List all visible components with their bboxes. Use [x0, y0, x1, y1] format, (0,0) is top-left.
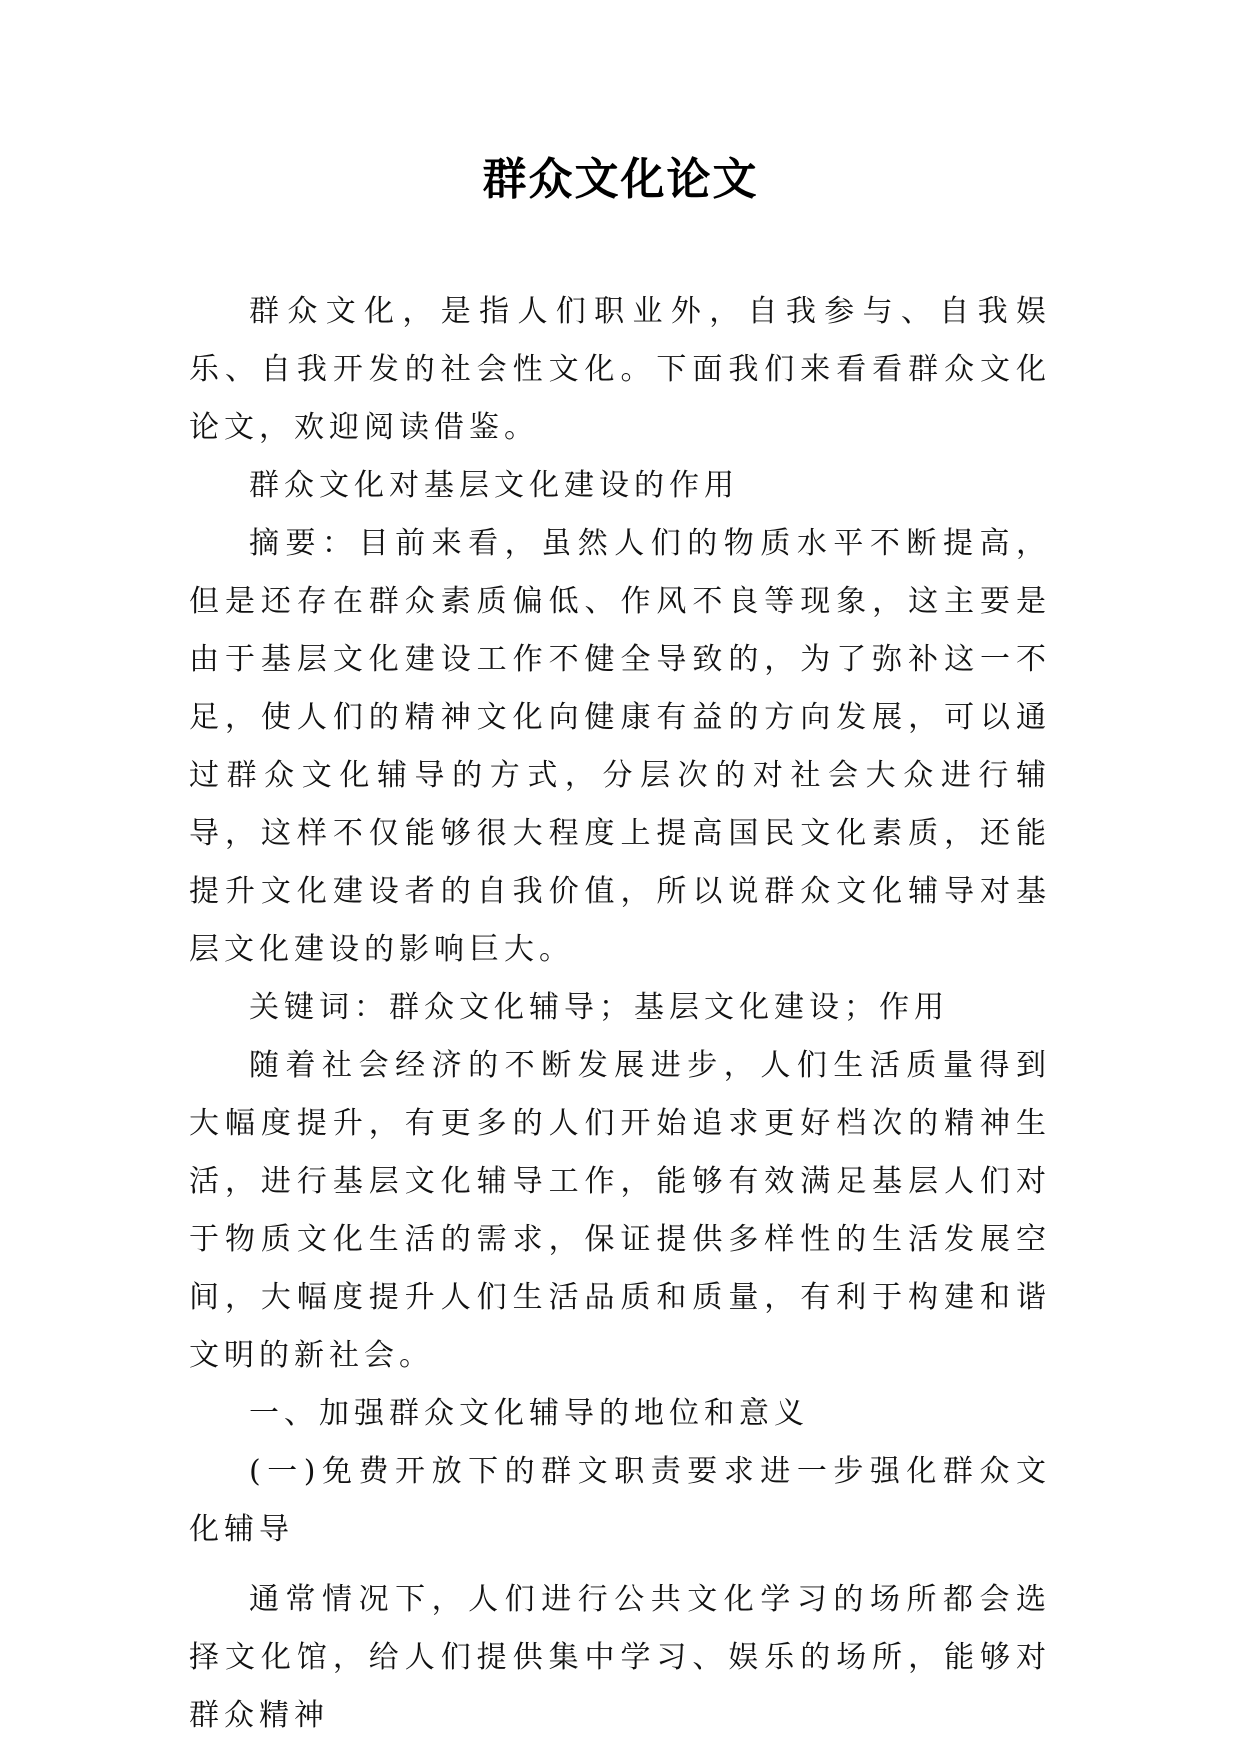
keywords-paragraph: 关键词：群众文化辅导；基层文化建设；作用 — [249, 990, 949, 1025]
intro-paragraph: 群众文化，是指人们职业外，自我参与、自我娱乐、自我开发的社会性文化。下面我们来看看群众文化论文，欢迎阅读借鉴。 — [189, 294, 1051, 445]
document-body — [189, 283, 1051, 1745]
body-paragraph: 通常情况下，人们进行公共文化学习的场所都会选择文化馆，给人们提供集中学习、娱乐的场所，能够对群众精神 — [189, 1582, 1051, 1733]
section-heading: 一、加强群众文化辅导的地位和意义 — [249, 1396, 809, 1431]
article-title-paragraph: 群众文化对基层文化建设的作用 — [249, 468, 739, 503]
subsection-heading: (一)免费开放下的群文职责要求进一步强化群众文化辅导 — [189, 1454, 1051, 1547]
body-paragraph: 随着社会经济的不断发展进步，人们生活质量得到大幅度提升，有更多的人们开始追求更好档次的精神生活，进行基层文化辅导工作，能够有效满足基层人们对于物质文化生活的需求，保证提供多样性的生活发展空间，大幅度提升人们生活品质和质量，有利于构建和谐文明的新社会。 — [189, 1048, 1051, 1373]
abstract-paragraph: 摘要：目前来看，虽然人们的物质水平不断提高，但是还存在群众素质偏低、作风不良等现象，这主要是由于基层文化建设工作不健全导致的，为了弥补这一不足，使人们的精神文化向健康有益的方向发展，可以通过群众文化辅导的方式，分层次的对社会大众进行辅导，这样不仅能够很大程度上提高国民文化素质，还能提升文化建设者的自我价值，所以说群众文化辅导对基层文化建设的影响巨大。 — [189, 526, 1051, 967]
document-title: 群众文化论文 — [482, 154, 759, 205]
